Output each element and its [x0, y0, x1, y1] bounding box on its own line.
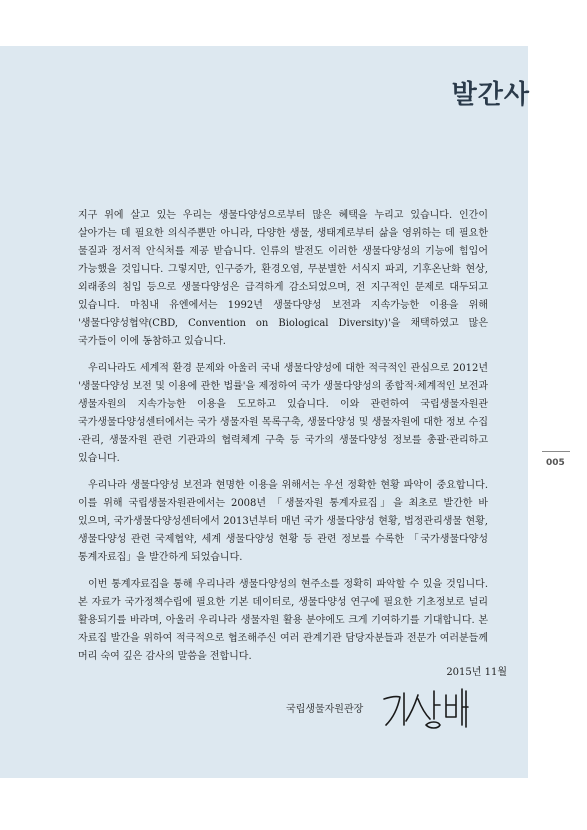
paragraph-1: 지구 위에 살고 있는 우리는 생물다양성으로부터 많은 혜택을 누리고 있습니다. 인간이 살아가는 데 필요한 의식주뿐만 아니라, 다양한 생물, 생태계로부터 삶을 영위하는 데 필요한 물질과 정서적 안식처를 제공 받습니다. 인류의 발전도 이러한 생물다양성의 기능에 힘입어 가능했을 것입니다. 그렇지만, 인구증가, 환경오염, 무분별한 서식지 파괴, 기후온난화 현상, 외래종의 침입 등으로 생물다양성은 급격하게 감소되었으며, 전 지구적인 문제로 대두되고 있습니다. 마침내 유엔에서는 1992년 생물다양성 보전과 지속가능한 이용을 위해 '생물다양성협약(CBD, Convention on Biological Diversity)'을 채택하였고 많은 국가들이 이에 동참하고 있습니다. — [78, 210, 488, 347]
signer-title: 국립생물자원관장 — [286, 704, 364, 715]
publication-date: 2015년 11월 — [446, 667, 507, 678]
paragraph-3: 우리나라 생물다양성 보전과 현명한 이용을 위해서는 우선 정확한 현황 파악이 중요합니다. 이를 위해 국립생물자원관에서는 2008년 「생물자원 통계자료집」을 최초로 발간한 바 있으며, 국가생물다양성센터에서 2013년부터 매년 국가 생물다양성 현황, 법정관리생물 현황, 생물다양성 관련 국제협약, 세계 생물다양성 현황 등 관련 정보를 수록한 「국가생물다양성 통계자료집」을 발간하게 되었습니다. — [78, 480, 488, 563]
page-title: 발간사 — [451, 80, 530, 110]
body-text — [78, 207, 488, 675]
paragraph-2: 우리나라도 세계적 환경 문제와 아울러 국내 생물다양성에 대한 적극적인 관심으로 2012년 '생물다양성 보전 및 이용에 관한 법률'을 제정하여 국가 생물다양성의 종합적·체계적인 보전과 생물자원의 지속가능한 이용을 도모하고 있습니다. 이와 관련하여 국립생물자원관 국가생물다양성센터에서는 국가 생물자원 목록구축, 생물다양성 및 생물자원에 대한 정보 수집·관리, 생물자원 관련 기관과의 협력체계 구축 등 국가의 생물다양성 정보를 총괄·관리하고 있습니다. — [78, 363, 488, 464]
page-number: 005 — [546, 458, 565, 468]
page-number-rule — [542, 451, 570, 452]
handwritten-signature — [380, 685, 480, 731]
paragraph-4: 이번 통계자료집을 통해 우리나라 생물다양성의 현주소를 정확히 파악할 수 있을 것입니다. 본 자료가 국가정책수립에 필요한 기본 데이터로, 생물다양성 연구에 필요한 기초정보로 널리 활용되기를 바라며, 아울러 우리나라 생물자원 활용 분야에도 크게 기여하기를 기대합니다. 본 자료집 발간을 위하여 적극적으로 협조해주신 여러 관계기관 담당자분들과 전문가 여러분들께 머리 숙여 깊은 감사의 말씀을 전합니다. — [78, 579, 488, 662]
